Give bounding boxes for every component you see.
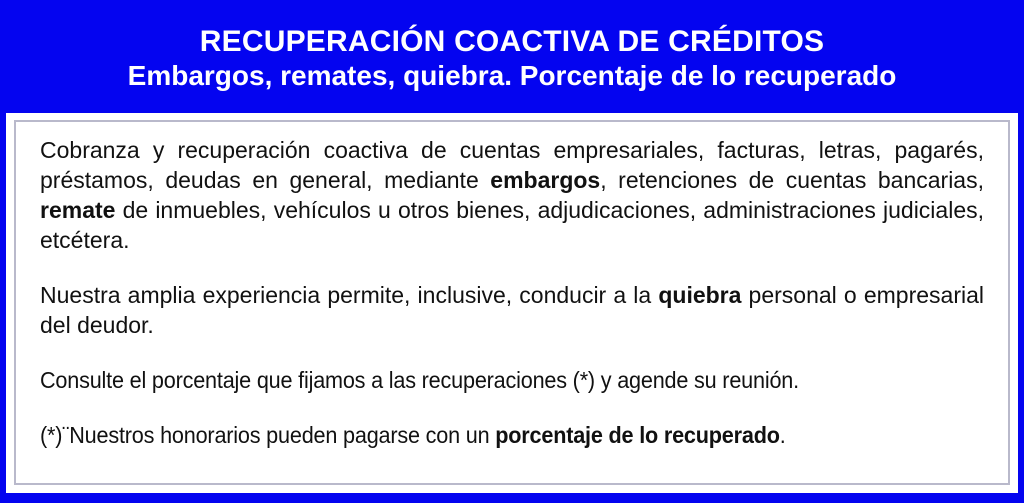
bold-text-segment: embargos <box>490 167 601 193</box>
page-title: RECUPERACIÓN COACTIVA DE CRÉDITOS <box>199 25 825 58</box>
text-segment: personal o empresarial del deudor. <box>40 282 985 338</box>
text-segment: (*)¨Nuestros honorarios pueden pagarse con un <box>40 422 496 448</box>
header-banner <box>0 0 1024 113</box>
paragraph <box>40 135 984 255</box>
body-frame <box>6 113 1018 493</box>
text-segment: Nuestra amplia experiencia permite, inclusive, conducir a la <box>40 282 659 308</box>
paragraph <box>40 280 984 340</box>
bold-text-segment: porcentaje de lo recuperado <box>495 422 780 448</box>
paragraph <box>40 420 927 450</box>
text-segment: Consulte el porcentaje que fijamos a las recuperaciones (*) y agende su reunión. <box>40 367 799 393</box>
paragraph <box>40 365 927 395</box>
text-segment: Cobranza y recuperación coactiva de cuentas empresariales, facturas, letras, pagarés, préstamos, deudas en general, mediante <box>40 137 984 193</box>
page-subtitle: Embargos, remates, quiebra. Porcentaje de lo recuperado <box>127 60 897 91</box>
text-segment: de inmuebles, vehículos u otros bienes, adjudicaciones, administraciones judiciales, etcétera. <box>40 197 984 253</box>
bold-text-segment: quiebra <box>658 282 742 308</box>
text-segment: . <box>779 422 786 448</box>
bold-text-segment: remate <box>40 197 116 223</box>
body-content <box>14 120 1010 485</box>
text-segment: , retenciones de cuentas bancarias, <box>600 167 984 193</box>
